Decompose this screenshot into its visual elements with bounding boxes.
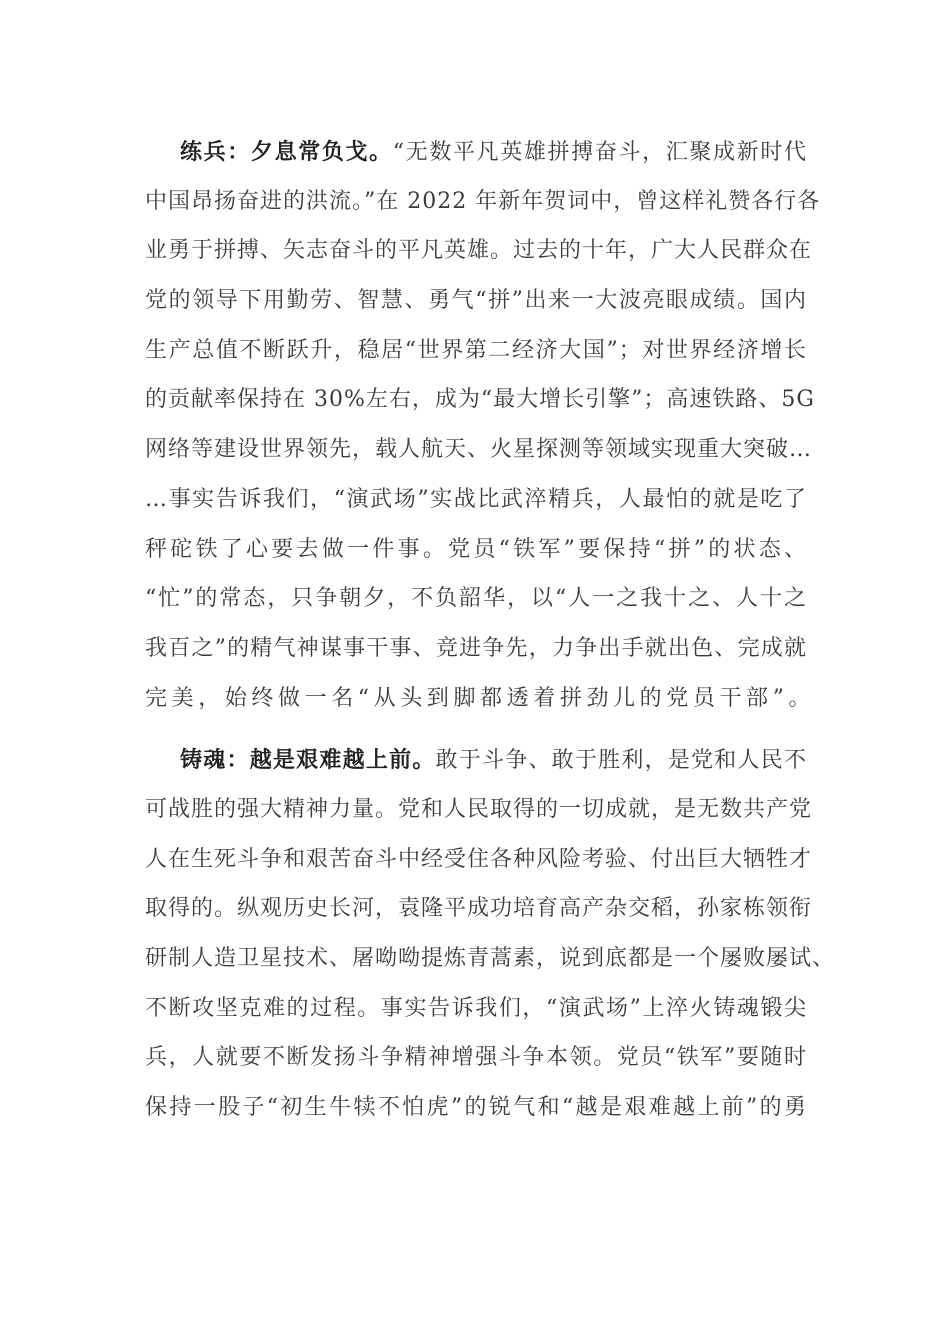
paragraph-line: 党的领导下用勤劳、智慧、勇气“拼”出来一大波亮眼成绩。国内 bbox=[145, 288, 807, 314]
paragraph-soul bbox=[145, 744, 836, 1142]
paragraph-line: 完美，始终做一名“从头到脚都透着拼劲儿的党员干部”。 bbox=[145, 685, 816, 711]
paragraph-line: 不断攻坚克难的过程。事实告诉我们，“演武场”上淬火铸魂锻尖 bbox=[145, 995, 807, 1021]
paragraph-line: 研制人造卫星技术、屠呦呦提炼青蒿素，说到底都是一个屡败屡试、 bbox=[145, 946, 836, 971]
paragraph-gap bbox=[145, 732, 807, 744]
section-heading: 铸魂：越是艰难越上前。 bbox=[180, 747, 436, 774]
paragraph-line: 人在生死斗争和艰苦奋斗中经受住各种风险考验、付出巨大牺牲才 bbox=[145, 846, 813, 872]
paragraph-line: 铸魂：越是艰难越上前。敢于斗争、敢于胜利，是党和人民不 bbox=[180, 747, 807, 774]
paragraph-line: 可战胜的强大精神力量。党和人民取得的一切成就，是无数共产党 bbox=[145, 796, 813, 822]
paragraph-line: 中国昂扬奋进的洪流。”在 2022 年新年贺词中，曾这样礼赞各行各 bbox=[145, 188, 821, 214]
paragraph-line: “忙”的常态，只争朝夕，不负韶华，以“人一之我十之、人十之 bbox=[145, 586, 807, 612]
paragraph-line: 练兵：夕息常负戈。“无数平凡英雄拼搏奋斗，汇聚成新时代 bbox=[180, 139, 807, 165]
paragraph-line: 兵，人就要不断发扬斗争精神增强斗争本领。党员“铁军”要随时 bbox=[145, 1045, 807, 1071]
paragraph-line: …事实告诉我们，“演武场”实战比武淬精兵，人最怕的就是吃了 bbox=[145, 486, 807, 512]
paragraph-line: 取得的。纵观历史长河，袁隆平成功培育高产杂交稻，孙家栋领衔 bbox=[145, 896, 813, 922]
paragraph-training bbox=[145, 136, 821, 732]
paragraph-line: 业勇于拼搏、矢志奋斗的平凡英雄。过去的十年，广大人民群众在 bbox=[145, 238, 813, 264]
paragraph-line: 网络等建设世界领先，载人航天、火星探测等领域实现重大突破… bbox=[145, 437, 813, 463]
document-page bbox=[145, 136, 836, 1142]
section-heading: 练兵：夕息常负戈。 bbox=[180, 139, 393, 165]
paragraph-line: 秤砣铁了心要去做一件事。党员“铁军”要保持“拼”的状态、 bbox=[145, 536, 807, 562]
paragraph-line: 保持一股子“初生牛犊不怕虎”的锐气和“越是艰难越上前”的勇 bbox=[145, 1095, 807, 1121]
paragraph-line: 的贡献率保持在 30%左右，成为“最大增长引擎”；高速铁路、5G bbox=[145, 387, 815, 413]
paragraph-line: 生产总值不断跃升，稳居“世界第二经济大国”；对世界经济增长 bbox=[145, 337, 807, 363]
paragraph-line: 我百之”的精气神谋事干事、竞进争先，力争出手就出色、完成就 bbox=[145, 635, 807, 661]
